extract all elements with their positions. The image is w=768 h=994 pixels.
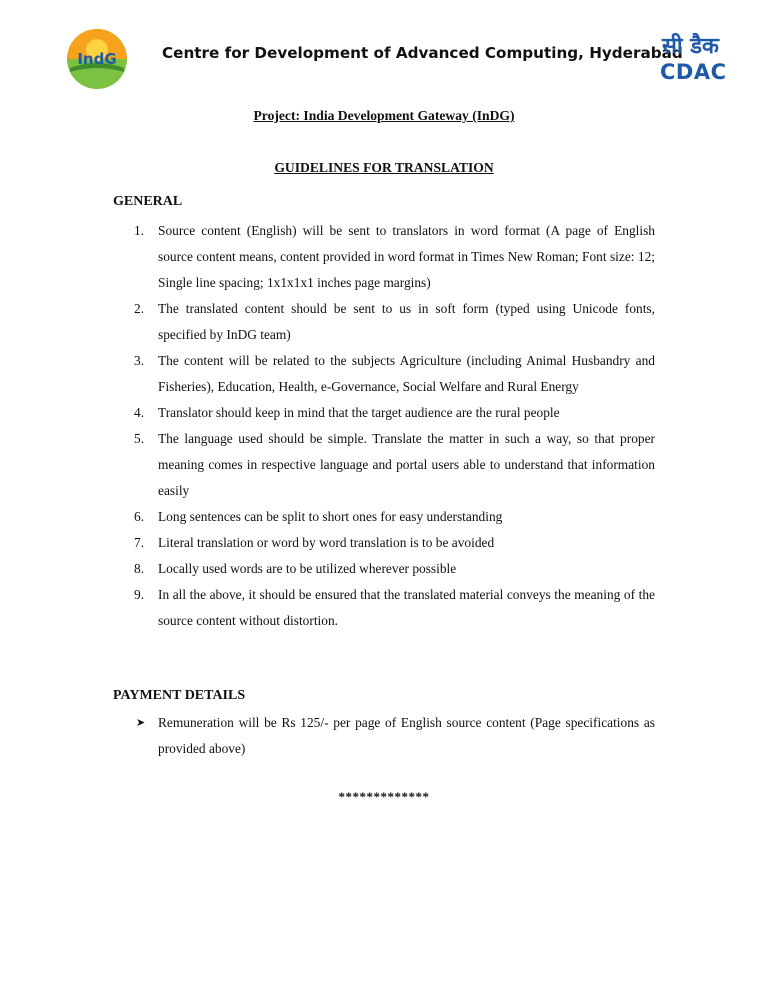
general-heading: GENERAL <box>113 194 183 209</box>
list-item-text: Long sentences can be split to short ones for easy understanding <box>158 509 503 524</box>
list-item-number: 6. <box>134 509 145 524</box>
payment-bullet-text: Remuneration will be Rs 125/- per page of English source content (Page specifications as provided above) <box>158 715 655 756</box>
cdac-logo <box>658 34 734 86</box>
list-item-number: 1. <box>134 223 145 238</box>
list-item-number: 7. <box>134 535 145 550</box>
list-item-text: The language used should be simple. Translate the matter in such a way, so that proper meaning comes in respective language and portal users able to understand that information easily <box>158 431 655 498</box>
payment-heading: PAYMENT DETAILS <box>113 688 246 703</box>
list-item <box>0 556 655 582</box>
list-item-text: In all the above, it should be ensured that the translated material conveys the meaning of the source content without distortion. <box>158 587 655 628</box>
indg-logo <box>64 28 132 90</box>
payment-bullet <box>0 710 768 762</box>
list-item-text: The content will be related to the subjects Agriculture (including Animal Husbandry and Fisheries), Education, Health, e-Governance, Social Welfare and Rural Energy <box>158 353 655 394</box>
list-item-number: 3. <box>134 353 145 368</box>
list-item-text: Source content (English) will be sent to translators in word format (A page of English source content means, content provided in word format in Times New Roman; Font size: 12; Single line spacing; 1x1x1x1 inches page margins) <box>158 223 655 290</box>
list-item-text: Literal translation or word by word translation is to be avoided <box>158 535 495 550</box>
list-item-number: 5. <box>134 431 145 446</box>
list-item <box>0 504 655 530</box>
cdac-logo-hindi: सी डैक <box>662 34 719 59</box>
guidelines-title: GUIDELINES FOR TRANSLATION <box>274 160 494 175</box>
list-item <box>0 296 655 348</box>
list-item-text: Translator should keep in mind that the target audience are the rural people <box>158 405 560 420</box>
list-item-text: The translated content should be sent to us in soft form (typed using Unicode fonts, specified by InDG team) <box>158 301 655 342</box>
list-item <box>0 530 655 556</box>
list-item <box>0 400 655 426</box>
list-item <box>0 218 655 296</box>
list-item-number: 4. <box>134 405 145 420</box>
list-item <box>0 348 655 400</box>
list-item-number: 8. <box>134 561 145 576</box>
list-item-text: Locally used words are to be utilized wherever possible <box>158 561 457 576</box>
cdac-logo-text: CDAC <box>660 60 727 84</box>
list-item <box>0 426 655 504</box>
project-title: Project: India Development Gateway (InDG) <box>253 108 515 123</box>
list-item <box>0 582 655 634</box>
general-guidelines-list <box>0 218 768 634</box>
end-marker: ************* <box>338 789 430 804</box>
list-item-number: 2. <box>134 301 145 316</box>
arrow-bullet-icon: ➤ <box>136 717 146 729</box>
list-item-number: 9. <box>134 587 145 602</box>
organization-title: Centre for Development of Advanced Computing, Hyderabad <box>162 44 683 62</box>
svg-text:IndG: IndG <box>77 50 117 68</box>
